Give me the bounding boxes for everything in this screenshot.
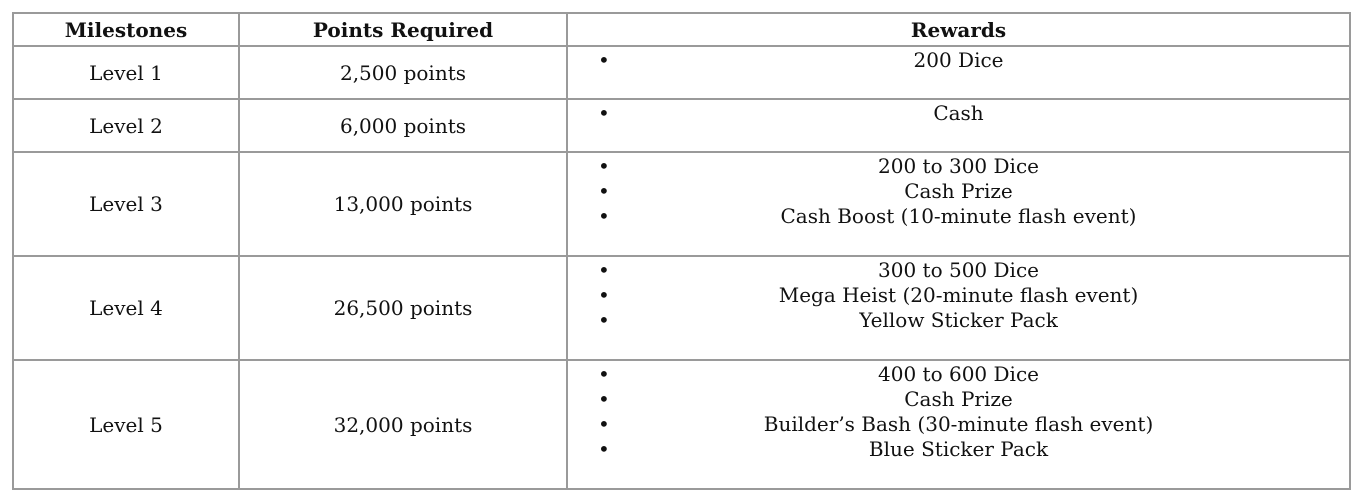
milestones-table-container [12,12,1349,490]
milestones-table [12,12,1351,490]
reward-text: Cash Boost (10-minute flash event) [780,204,1137,228]
rewards-cell [567,99,1350,152]
table-header-row [13,13,1350,46]
header-points-required: Points Required [239,13,567,46]
reward-item [568,412,1349,437]
bullet-icon: • [598,48,610,72]
points-cell: 2,500 points [239,46,567,99]
reward-text: Mega Heist (20-minute flash event) [778,283,1139,307]
reward-item [568,204,1349,229]
reward-text: Yellow Sticker Pack [859,308,1058,332]
reward-item [568,308,1349,333]
table-row [13,256,1350,360]
reward-item [568,437,1349,462]
reward-text: Cash [933,101,984,125]
reward-item [568,283,1349,308]
reward-text: 200 Dice [913,48,1004,72]
bullet-icon: • [598,101,610,125]
bullet-icon: • [598,204,610,228]
reward-text: 400 to 600 Dice [878,362,1039,386]
points-cell: 26,500 points [239,256,567,360]
bullet-icon: • [598,387,610,411]
level-cell: Level 5 [13,360,239,489]
level-cell: Level 2 [13,99,239,152]
header-rewards: Rewards [567,13,1350,46]
points-cell: 6,000 points [239,99,567,152]
reward-text: Blue Sticker Pack [868,437,1049,461]
bullet-icon: • [598,258,610,282]
reward-list [568,48,1349,73]
rewards-cell [567,256,1350,360]
table-row [13,152,1350,256]
reward-list [568,154,1349,229]
reward-text: Builder’s Bash (30-minute flash event) [763,412,1154,436]
bullet-icon: • [598,437,610,461]
bullet-icon: • [598,154,610,178]
points-cell: 32,000 points [239,360,567,489]
points-cell: 13,000 points [239,152,567,256]
reward-item [568,154,1349,179]
header-milestones: Milestones [13,13,239,46]
rewards-cell [567,152,1350,256]
reward-list [568,362,1349,462]
reward-text: Cash Prize [904,179,1013,203]
reward-item [568,101,1349,126]
table-row [13,360,1350,489]
reward-text: 300 to 500 Dice [878,258,1039,282]
reward-text: 200 to 300 Dice [878,154,1039,178]
rewards-cell [567,46,1350,99]
reward-item [568,258,1349,283]
reward-text: Cash Prize [904,387,1013,411]
bullet-icon: • [598,362,610,386]
table-row [13,46,1350,99]
level-cell: Level 1 [13,46,239,99]
reward-list [568,258,1349,333]
reward-list [568,101,1349,126]
bullet-icon: • [598,283,610,307]
bullet-icon: • [598,308,610,332]
bullet-icon: • [598,179,610,203]
reward-item [568,387,1349,412]
level-cell: Level 3 [13,152,239,256]
reward-item [568,179,1349,204]
table-row [13,99,1350,152]
reward-item [568,48,1349,73]
reward-item [568,362,1349,387]
level-cell: Level 4 [13,256,239,360]
bullet-icon: • [598,412,610,436]
rewards-cell [567,360,1350,489]
